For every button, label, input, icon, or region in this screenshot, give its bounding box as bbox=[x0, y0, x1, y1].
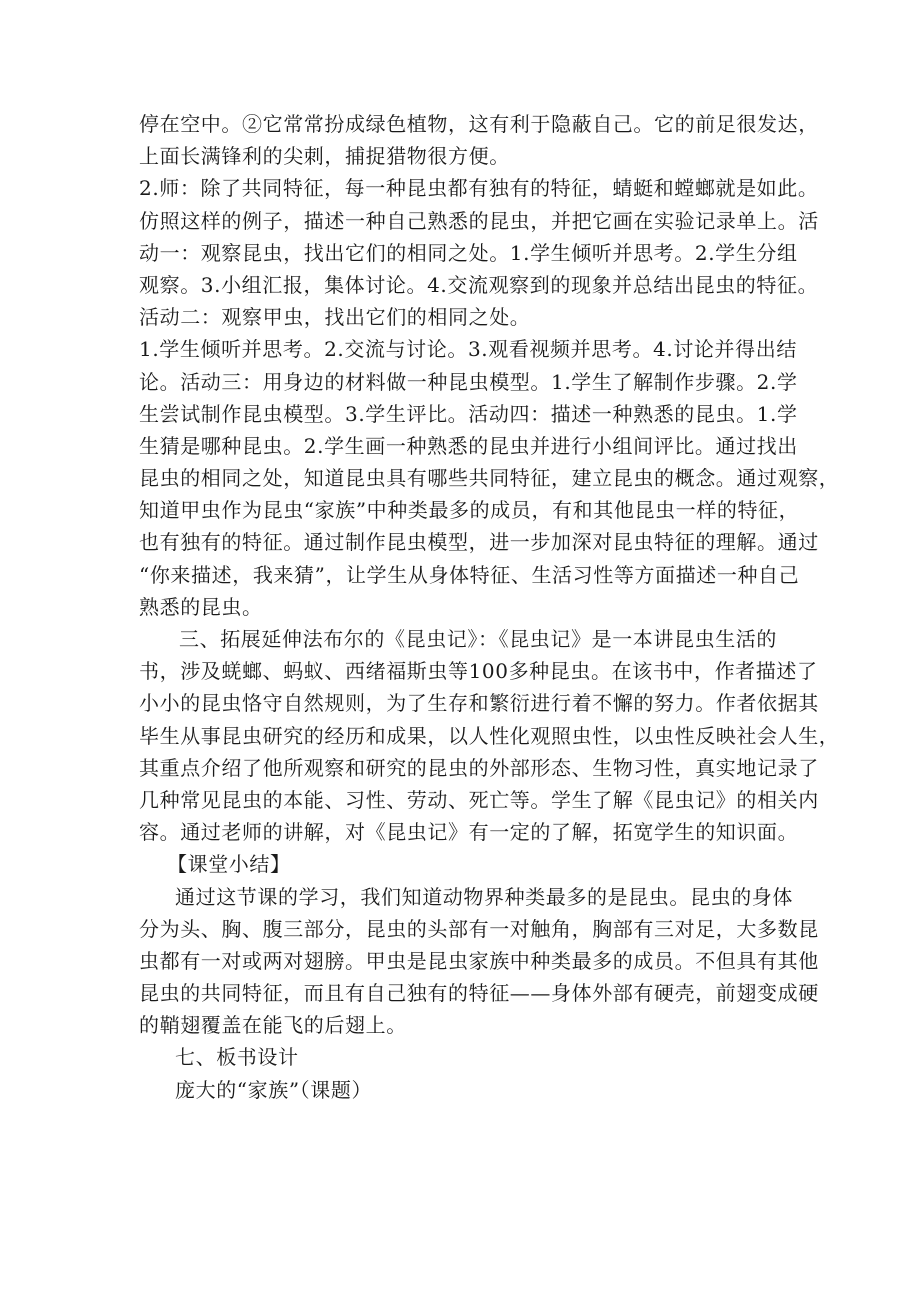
text-line: 毕生从事昆虫研究的经历和成果，以人性化观照虫性，以虫性反映社会人生， bbox=[139, 723, 840, 748]
text-line: 活动二：观察甲虫，找出它们的相同之处。 bbox=[139, 305, 531, 330]
text-line: 上面长满锋利的尖刺，捕捉猎物很方便。 bbox=[139, 144, 510, 169]
text-line: 虫都有一对或两对翅膀。甲虫是昆虫家族中种类最多的成员。不但具有其他 bbox=[139, 948, 819, 973]
section-heading-line: 三、拓展延伸法布尔的《昆虫记》：《昆虫记》是一本讲昆虫生活的 bbox=[179, 627, 777, 651]
text-line: 分为头、胸、腹三部分，昆虫的头部有一对触角，胸部有三对足，大多数昆 bbox=[139, 916, 819, 941]
section-heading: 【课堂小结】 bbox=[167, 852, 291, 877]
text-line: 几种常见昆虫的本能、习性、劳动、死亡等。学生了解《昆虫记》的相关内 bbox=[139, 787, 819, 812]
text-line: 的鞘翅覆盖在能飞的后翅上。 bbox=[139, 1013, 407, 1038]
text-line: 仿照这样的例子，描述一种自己熟悉的昆虫，并把它画在实验记录单上。活 bbox=[139, 208, 819, 233]
text-line: 昆虫的相同之处，知道昆虫具有哪些共同特征，建立昆虫的概念。通过观察， bbox=[139, 466, 840, 491]
text-line: 动一：观察昆虫，找出它们的相同之处。1.学生倾听并思考。2.学生分组 bbox=[139, 240, 798, 265]
text-line: 容。通过老师的讲解，对《昆虫记》有一定的了解，拓宽学生的知识面。 bbox=[139, 820, 799, 845]
text-line: 也有独有的特征。通过制作昆虫模型，进一步加深对昆虫特征的理解。通过 bbox=[139, 530, 819, 555]
text-line: 停在空中。②它常常扮成绿色植物，这有利于隐蔽自己。它的前足很发达， bbox=[139, 112, 819, 136]
text-line: 通过这节课的学习，我们知道动物界种类最多的是昆虫。昆虫的身体 bbox=[175, 884, 793, 909]
section-heading: 七、板书设计 bbox=[175, 1045, 299, 1070]
board-title: 庞大的“家族”（课题） bbox=[175, 1077, 373, 1102]
text-line: 昆虫的共同特征，而且有自己独有的特征——身体外部有硬壳，前翅变成硬 bbox=[139, 981, 819, 1006]
text-line: 知道甲虫作为昆虫“家族”中种类最多的成员，有和其他昆虫一样的特征， bbox=[139, 498, 800, 523]
text-line: 小小的昆虫恪守自然规则，为了生存和繁衍进行着不懈的努力。作者依据其 bbox=[139, 691, 819, 716]
text-line: 2.师：除了共同特征，每一种昆虫都有独有的特征，蜻蜓和螳螂就是如此。 bbox=[139, 176, 819, 201]
text-line: 1.学生倾听并思考。2.交流与讨论。3.观看视频并思考。4.讨论并得出结 bbox=[139, 337, 797, 362]
text-line: 书，涉及蜣螂、蚂蚁、西绪福斯虫等100多种昆虫。在该书中，作者描述了 bbox=[139, 659, 818, 684]
text-line: 生猜是哪种昆虫。2.学生画一种熟悉的昆虫并进行小组间评比。通过找出 bbox=[139, 433, 798, 458]
text-line: 观察。3.小组汇报，集体讨论。4.交流观察到的现象并总结出昆虫的特征。 bbox=[139, 272, 819, 297]
text-line: 熟悉的昆虫。 bbox=[139, 594, 263, 619]
text-line: “你来描述，我来猜”，让学生从身体特征、生活习性等方面描述一种自己 bbox=[139, 562, 800, 587]
text-line: 论。活动三：用身边的材料做一种昆虫模型。1.学生了解制作步骤。2.学 bbox=[139, 369, 798, 394]
text-line: 生尝试制作昆虫模型。3.学生评比。活动四：描述一种熟悉的昆虫。1.学 bbox=[139, 401, 798, 426]
document-page bbox=[139, 108, 840, 1106]
text-line: 其重点介绍了他所观察和研究的昆虫的外部形态、生物习性，真实地记录了 bbox=[139, 755, 819, 780]
